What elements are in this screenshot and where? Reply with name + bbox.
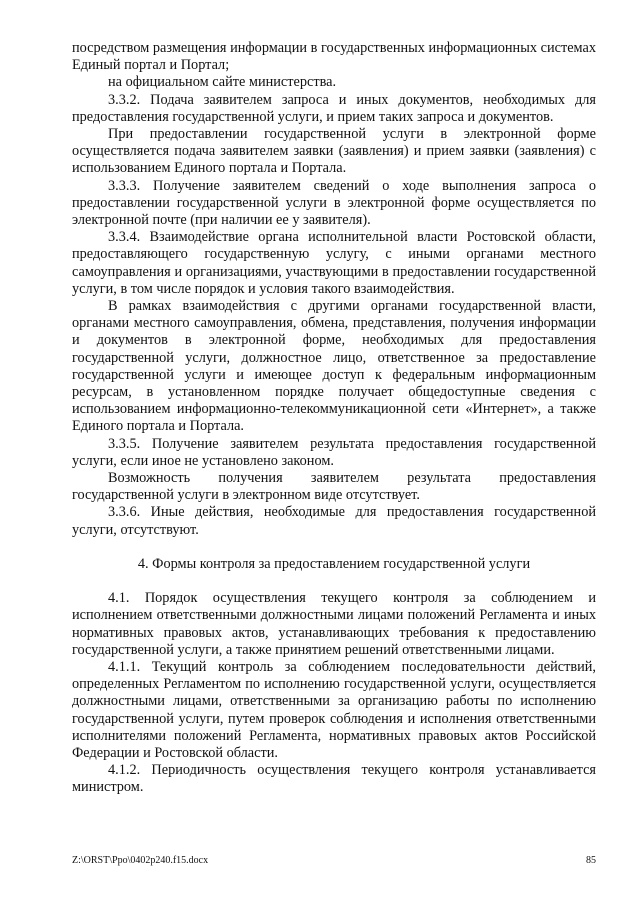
paragraph: 4.1.2. Периодичность осуществления текущего контроля устанавливается министром.	[72, 762, 596, 796]
paragraph: 3.3.6. Иные действия, необходимые для предоставления государственной услуги, отсутствуют.	[72, 504, 596, 538]
section-heading: 4. Формы контроля за предоставлением государственной услуги	[137, 555, 531, 572]
paragraph: 3.3.4. Взаимодействие органа исполнительной власти Ростовской области, предоставляющего государственную услугу, с иными органами местного самоуправления и организациями, участвующими в предоставлении государственной услуги, в том числе порядок и условия такого взаимодействия.	[72, 229, 596, 297]
paragraph: При предоставлении государственной услуги в электронной форме осуществляется подача заявителем заявки (заявления) и прием заявки (заявления) с использованием Единого портала и Портала.	[72, 126, 596, 177]
paragraph: 4.1.1. Текущий контроль за соблюдением последовательности действий, определенных Регламентом по исполнению государственной услуги, осуществляется должностными лицами, ответственными за организацию работы по исполнению государственной услуги, путем проверок соблюдения и исполнения ответственными исполнителями положений Регламента, нормативных правовых актов Российской Федерации и Ростовской области.	[72, 658, 596, 761]
paragraph: В рамках взаимодействия с другими органами государственной власти, органами местного самоуправления, обмена, представления, получения информации и документов в электронной форме, необходимых для предоставления государственной услуги, должностное лицо, ответственное за предоставление государственной услуги и имеющее доступ к федеральным информационным ресурсам, в установленном порядке получает общедоступные сведения с использованием информационно-телекоммуникационной сети «Интернет», а также Единого портала и Портала.	[72, 298, 596, 435]
footer-page-number: 85	[586, 855, 596, 866]
body-text-after-heading	[72, 590, 596, 796]
paragraph: посредством размещения информации в государственных информационных системах Единый портал и Портал;	[72, 40, 596, 74]
footer-file-path: Z:\ORST\Ppo\0402p240.f15.docx	[72, 855, 209, 866]
paragraph: 4.1. Порядок осуществления текущего контроля за соблюдением и исполнением ответственными должностными лицами положений Регламента и иных нормативных правовых актов, устанавливающих требования к предоставлению государственной услуги, а также принятием решений ответственными лицами.	[72, 590, 596, 658]
document-page	[72, 40, 596, 797]
body-text-before-heading	[72, 40, 596, 539]
paragraph: на официальном сайте министерства.	[108, 74, 337, 91]
paragraph: 3.3.2. Подача заявителем запроса и иных документов, необходимых для предоставления государственной услуги, и прием таких запроса и документов.	[72, 91, 596, 125]
paragraph: Возможность получения заявителем результата предоставления государственной услуги в электронном виде отсутствует.	[72, 470, 596, 504]
paragraph: 3.3.3. Получение заявителем сведений о ходе выполнения запроса о предоставлении государственной услуги в электронной форме осуществляется по электронной почте (при наличии ее у заявителя).	[72, 177, 596, 229]
paragraph: 3.3.5. Получение заявителем результата предоставления государственной услуги, если иное не установлено законом.	[72, 435, 596, 469]
